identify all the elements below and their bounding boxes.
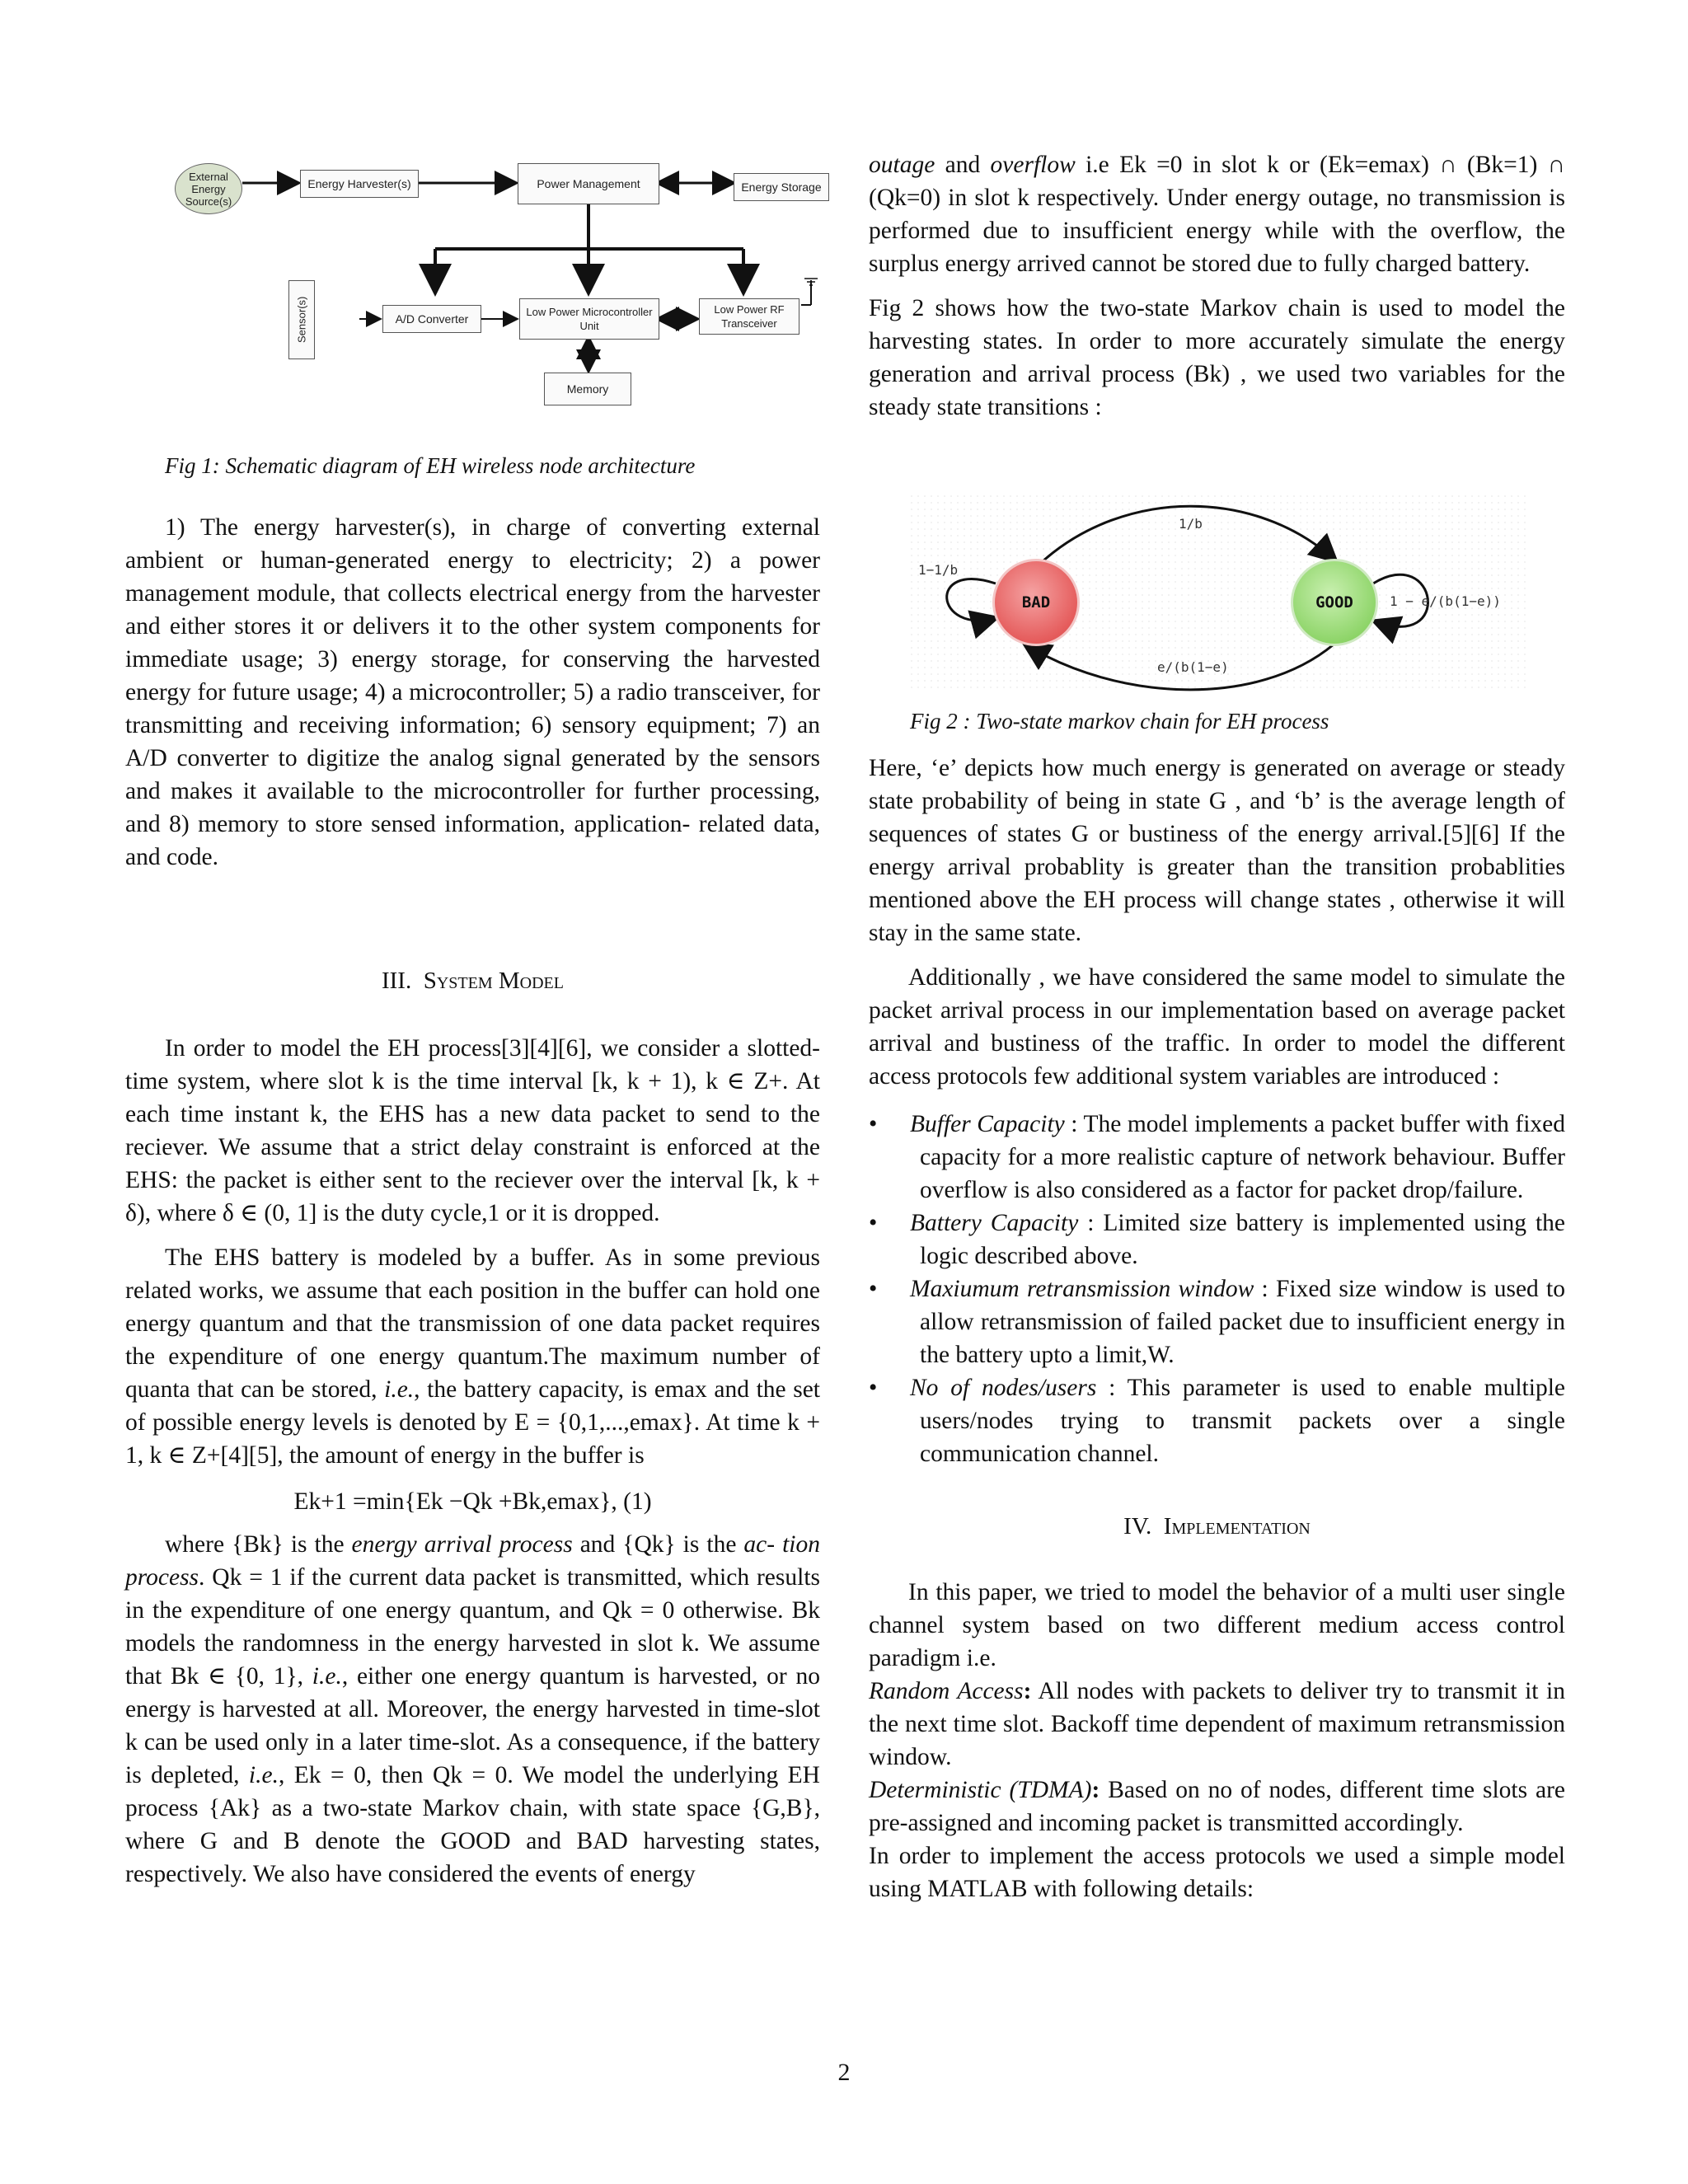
where-italic-2: ac- tion process <box>125 1531 820 1591</box>
random-access-term: Random Access <box>869 1678 1024 1704</box>
sensors-block: Sensor(s) <box>288 280 315 359</box>
energy-harvester-block: Energy Harvester(s) <box>300 170 419 198</box>
where-text-5: , Ek = 0, then Qk = 0. We model the underlying EH process {Ak} as a two-state Markov chain, with state space {G,B}, where G and B denote the GOOD and BAD harvesting states, respectively. We also have considered the events of energy <box>125 1762 820 1887</box>
right-column-top <box>869 148 1565 424</box>
outage-italic: outage <box>869 152 935 178</box>
where-italic-4: i.e. <box>248 1762 279 1788</box>
where-paragraph <box>125 1528 820 1891</box>
figure-1-caption: Fig 1: Schematic diagram of EH wireless node architecture <box>165 453 696 478</box>
edge-label-top: 1/b <box>1179 516 1203 532</box>
list-item-term: Maxiumum retransmission window <box>910 1276 1254 1302</box>
list-item-term: Battery Capacity <box>910 1210 1079 1236</box>
energy-storage-block: Energy Storage <box>734 173 829 201</box>
variables-list <box>869 1108 1565 1470</box>
energy-source-block: External Energy Source(s) <box>175 163 242 214</box>
section-4-heading <box>869 1510 1565 1543</box>
random-access-paragraph <box>869 1675 1565 1774</box>
outage-text-1: and <box>935 152 991 178</box>
implementation-paragraph: In this paper, we tried to model the behavior of a multi user single channel system based on two different medium access control paradigm i.e. <box>869 1579 1565 1671</box>
where-text-3: . Qk = 1 if the current data packet is transmitted, which results in the expenditure of one energy quantum, and Qk = 0 otherwise. Bk models the randomness in the energy harvested in slot k. We assume that Bk ∈ {0, 1}, <box>125 1564 820 1690</box>
figure-1-diagram <box>165 157 841 420</box>
where-text-4: , either one energy quantum is harvested, or no energy is harvested at all. Moreover, the energy harvested in time-slot k can be used only in a later time-slot. As a consequence, if the battery is depleted, <box>125 1663 820 1788</box>
left-column <box>125 511 820 1891</box>
deterministic-paragraph <box>869 1774 1565 1840</box>
random-access-colon: : <box>1023 1678 1032 1704</box>
components-paragraph: 1) The energy harvester(s), in charge of converting external ambient or human-generated energy to electricity; 2) a power management module, that collects electrical energy from the harvester and either stores it or delivers it to the other system components for immediate usage; 3) energy storage, for conserving the harvested energy for future usage; 4) a microcontroller; 5) a radio transceiver, for transmitting and receiving information; 6) sensory equipment; 7) an A/D converter to digitize the analog signal generated by the sensors and makes it available to the microcontroller for further processing, and 8) memory to store sensed information, application- related data, and code. <box>125 514 820 870</box>
microcontroller-block: Low Power Microcontroller Unit <box>519 298 659 340</box>
right-column-main <box>869 752 1565 1905</box>
outage-paragraph <box>869 148 1565 280</box>
where-italic-1: energy arrival process <box>351 1531 573 1558</box>
deterministic-colon: : <box>1091 1777 1100 1803</box>
where-text-2: and {Qk} is the <box>572 1531 744 1558</box>
where-italic-3: i.e. <box>312 1663 342 1690</box>
fig2-intro-paragraph: Fig 2 shows how the two-state Markov chain is used to model the harvesting states. In order to more accurately simulate the energy generation and arrival process (Bk) , we used two variables for the steady state transitions : <box>869 295 1565 420</box>
section-4-number: IV. <box>1123 1513 1152 1540</box>
rf-transceiver-block: Low Power RF Transceiver <box>699 298 799 335</box>
battery-paragraph <box>125 1241 820 1472</box>
power-management-block: Power Management <box>518 163 659 204</box>
edge-label-self-bad: 1−1/b <box>918 562 959 578</box>
list-item <box>869 1272 1565 1371</box>
random-access-text: All nodes with packets to deliver try to transmit it in the next time slot. Backoff time dependent of maximum retransmission window. <box>869 1678 1565 1770</box>
section-3-title: System Model <box>423 968 564 994</box>
overflow-italic: overflow <box>990 152 1076 178</box>
memory-block: Memory <box>544 373 631 405</box>
battery-text-ie: i.e. <box>384 1376 415 1403</box>
list-item <box>869 1207 1565 1272</box>
final-paragraph: In order to implement the access protocols we used a simple model using MATLAB with following details: <box>869 1843 1565 1902</box>
battery-text-2: , the battery capacity, is emax and the set of possible energy levels is denoted by E = {0,1,...,emax}. At time k + 1, k ∈ Z+[4][5], the amount of energy in the buffer is <box>125 1376 820 1469</box>
equation-1: Ek+1 =min{Ek −Qk +Bk,emax}, (1) <box>293 1488 652 1515</box>
page-number: 2 <box>837 2059 851 2086</box>
system-model-paragraph: In order to model the EH process[3][4][6], we consider a slotted-time system, where slot k is the time interval [k, k + 1), k ∈ Z+. At each time instant k, the EHS has a new data packet to send to the reciever. We assume that a strict delay constraint is enforced at the EHS: the packet is either sent to the reciever over the interval [k, k + δ), where δ ∈ (0, 1] is the duty cycle,1 or it is dropped. <box>125 1035 820 1226</box>
good-state-node: GOOD <box>1291 559 1378 646</box>
list-item-text: : The model implements a packet buffer with fixed capacity for a more realistic capture of network behaviour. Buffer overflow is also considered as a factor for packet drop/failure. <box>920 1111 1565 1203</box>
list-item-term: Buffer Capacity <box>910 1111 1065 1137</box>
list-item-text: : Limited size battery is implemented using the logic described above. <box>920 1210 1565 1269</box>
deterministic-text: Based on no of nodes, different time slots are pre-assigned and incoming packet is transmitted accordingly. <box>869 1777 1565 1836</box>
list-item <box>869 1108 1565 1207</box>
edge-label-self-good: 1 − e/(b(1−e)) <box>1390 593 1501 609</box>
section-3-heading <box>125 964 820 997</box>
list-item-term: No of nodes/users <box>910 1375 1097 1401</box>
list-item-text: : This parameter is used to enable multiple users/nodes trying to transmit packets over a single communication channel. <box>920 1375 1565 1467</box>
list-item <box>869 1371 1565 1470</box>
figure-2-caption: Fig 2 : Two-state markov chain for EH process <box>910 709 1329 733</box>
deterministic-term: Deterministic (TDMA) <box>869 1777 1092 1803</box>
battery-text-1: The EHS battery is modeled by a buffer. As in some previous related works, we assume that each position in the buffer can hold one energy quantum and that the transmission of one data packet requires the expenditure of one energy quantum.The maximum number of quanta that can be stored, <box>125 1244 820 1403</box>
outage-text-2: i.e Ek =0 in slot k or (Ek=emax) ∩ (Bk=1) ∩ (Qk=0) in slot k respectively. Under energy outage, no transmission is performed due to insufficient energy while with the overflow, the surplus energy arrived cannot be stored due to fully charged battery. <box>869 152 1565 277</box>
where-text-1: where {Bk} is the <box>165 1531 352 1558</box>
edge-label-bottom: e/(b(1−e) <box>1157 659 1229 675</box>
additionally-paragraph: Additionally , we have considered the same model to simulate the packet arrival process in our implementation based on average packet arrival and bustiness of the traffic. In order to model the different access protocols few additional system variables are introduced : <box>869 964 1565 1090</box>
section-3-number: III. <box>381 968 412 994</box>
bad-state-node: BAD <box>992 559 1080 646</box>
list-item-text: : Fixed size window is used to allow retransmission of failed packet due to insufficient energy in the battery upto a limit,W. <box>920 1276 1565 1368</box>
here-paragraph: Here, ‘e’ depicts how much energy is generated on average or steady state probability of being in state G , and ‘b’ is the average length of sequences of states G or bustiness of the energy arrival.[5][6] If the energy arrival probablity is greater than the transition probablities mentioned above the EH process will change states , otherwise it will stay in the same state. <box>869 755 1565 946</box>
section-4-title: Implementation <box>1163 1513 1311 1540</box>
figure-2-markov-chain <box>910 494 1530 692</box>
ad-converter-block: A/D Converter <box>382 305 481 333</box>
